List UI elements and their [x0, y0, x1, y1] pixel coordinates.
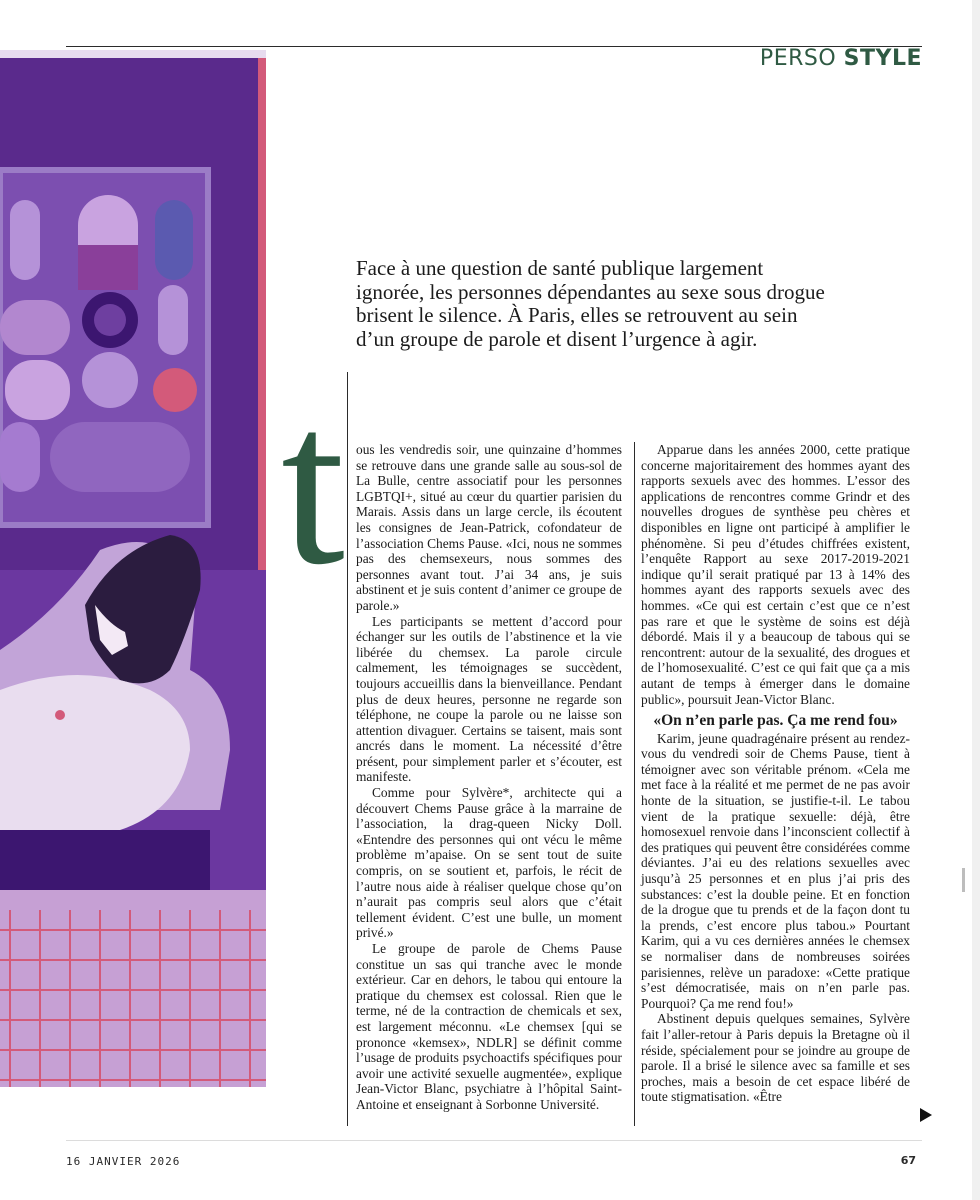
- footer-rule: [66, 1140, 922, 1141]
- scrollbar-thumb[interactable]: [962, 868, 965, 892]
- illustration: [0, 50, 266, 1087]
- paragraph: Comme pour Sylvère*, architecte qui a découvert Chems Pause grâce à la marraine de l’association, la drag-queen Nicky Doll. «Entendre des personnes qui ont vécu le même problème m’apaise. On se sent tout de suite compris, on se soutient et, parfois, le récit de l’autre nous aide à réaliser quelque chose qu’on n’aurait pas compris seul alors que c’était tellement évident. C’est une bulle, un moment privé.»: [356, 785, 622, 941]
- subheading: «On n’en parle pas. Ça me rend fou»: [653, 712, 898, 730]
- paragraph: Apparue dans les années 2000, cette pratique concerne majoritairement des hommes ayant des rapports sexuels avec des hommes. L’essor des applications de rencontres comme Grindr et des nouvelles drogues de synthèse peu chères et disponibles en ligne ont participé à amplifier le phénomène. Si peu d’études chiffrées existent, l’enquête Rapport au sexe 2017-2019-2021 indique qu’il serait pratiqué par 13 à 14% des hommes ayant des rapports sexuels avec des hommes. «Ce qui est certain c’est que ce n’est pas rare et que le système de soins est déjà débordé. Mais il y a beaucoup de tabous qui se rencontrent: autour de la sexualité, des drogues et de l’homosexualité. C’est ce qui fait que ça a mis autant de temps à émerger dans le domaine public», poursuit Jean-Victor Blanc.: [641, 442, 910, 707]
- page-number: 67: [900, 1154, 916, 1167]
- issue-date: 16 JANVIER 2026: [66, 1155, 181, 1168]
- drop-cap: t: [281, 357, 345, 612]
- rubric-style: STYLE: [843, 46, 922, 71]
- text-column-2: [641, 442, 910, 1105]
- section-rubric: [760, 46, 922, 71]
- paragraph: Abstinent depuis quelques semaines, Sylvère fait l’aller-retour à Paris depuis la Bretagne où il réside, spécialement pour se joindre au groupe de parole. Il a brisé le silence avec sa famille et ses proches, mais a besoin de cet espace libéré de toute stigmatisation. «Être: [641, 1011, 910, 1105]
- column-rule-middle: [634, 442, 635, 1126]
- column-rule-left: [347, 372, 348, 1126]
- paragraph: Karim, jeune quadragénaire présent au rendez-vous du vendredi soir de Chems Pause, tient à témoigner avec son véritable prénom. «Cela me met face à la réalité et me permet de ne pas avoir honte de la situation, se justifie-t-il. Le tabou vient de la pratique sexuelle: déjà, être homosexuel renvoie dans l’inconscient collectif à des pratiques qui peuvent être considérées comme déviantes. J’ai eu des relations sexuelles avec jusqu’à 25 personnes et en plus j’ai pris des substances: c’est la double peine. Et en fonction de la drogue que tu prends et de la façon dont tu la prends, c’est encore plus tabou.» Pourtant Karim, qui a vu ces dernières années le chemsex se normaliser dans de nombreuses soirées parisiennes, relève un paradoxe: «Cette pratique s’est démocratisée, mais on n’en parle pas. Pourquoi? Ça me rend fou!»: [641, 730, 910, 1011]
- continue-arrow-icon: [920, 1108, 932, 1122]
- paragraph: Les participants se mettent d’accord pour échanger sur les outils de l’abstinence et la vie libérée du chemsex. La parole circule calmement, les témoignages se succèdent, toujours accueillis dans la bienveillance. Pendant plus de deux heures, personne ne regarde son téléphone, ne coupe la parole ou ne laisse son attention divaguer. Certains se taisent, mais sont ancrés dans le moment. La nécessité d’être présent, pour simplement parler et s’écouter, est manifeste.: [356, 613, 622, 785]
- paragraph: ous les vendredis soir, une quinzaine d’hommes se retrouve dans une grande salle au sous-sol de La Bulle, centre associatif pour les personnes LGBTQI+, situé au cœur du quartier parisien du Marais. Assis dans un large cercle, ils écoutent les consignes de Jean-Patrick, cofondateur de l’association Chems Pause. «Ici, nous ne sommes pas des chemsexeurs, nous sommes des personnes avant tout. J’ai 34 ans, je suis abstinent et je suis content d’animer ce groupe de parole.»: [356, 442, 622, 613]
- text-column-1: [356, 442, 622, 1113]
- page-edge: [972, 0, 980, 1200]
- article-lede: Face à une question de santé publique largement ignorée, les personnes dépendantes au sexe sous drogue brisent le silence. À Paris, elles se retrouvent au sein d’un groupe de parole et disent l’urgence à agir.: [356, 256, 825, 351]
- rubric-perso: PERSO: [759, 46, 837, 71]
- paragraph: Le groupe de parole de Chems Pause constitue un sas qui tranche avec le monde extérieur. Car en dehors, le tabou qui entoure la pratique du chemsex est colossal. Rien que le terme, né de la contraction de chemicals et sex, est largement méconnu. «Le chemsex [qui se prononce «kemsex», NDLR] se définit comme l’usage de produits psychoactifs spécifiques pour avoir une activité sexuelle augmentée», explique Jean-Victor Blanc, psychiatre à l’hôpital Saint-Antoine et enseignant à Sorbonne Université.: [356, 941, 622, 1112]
